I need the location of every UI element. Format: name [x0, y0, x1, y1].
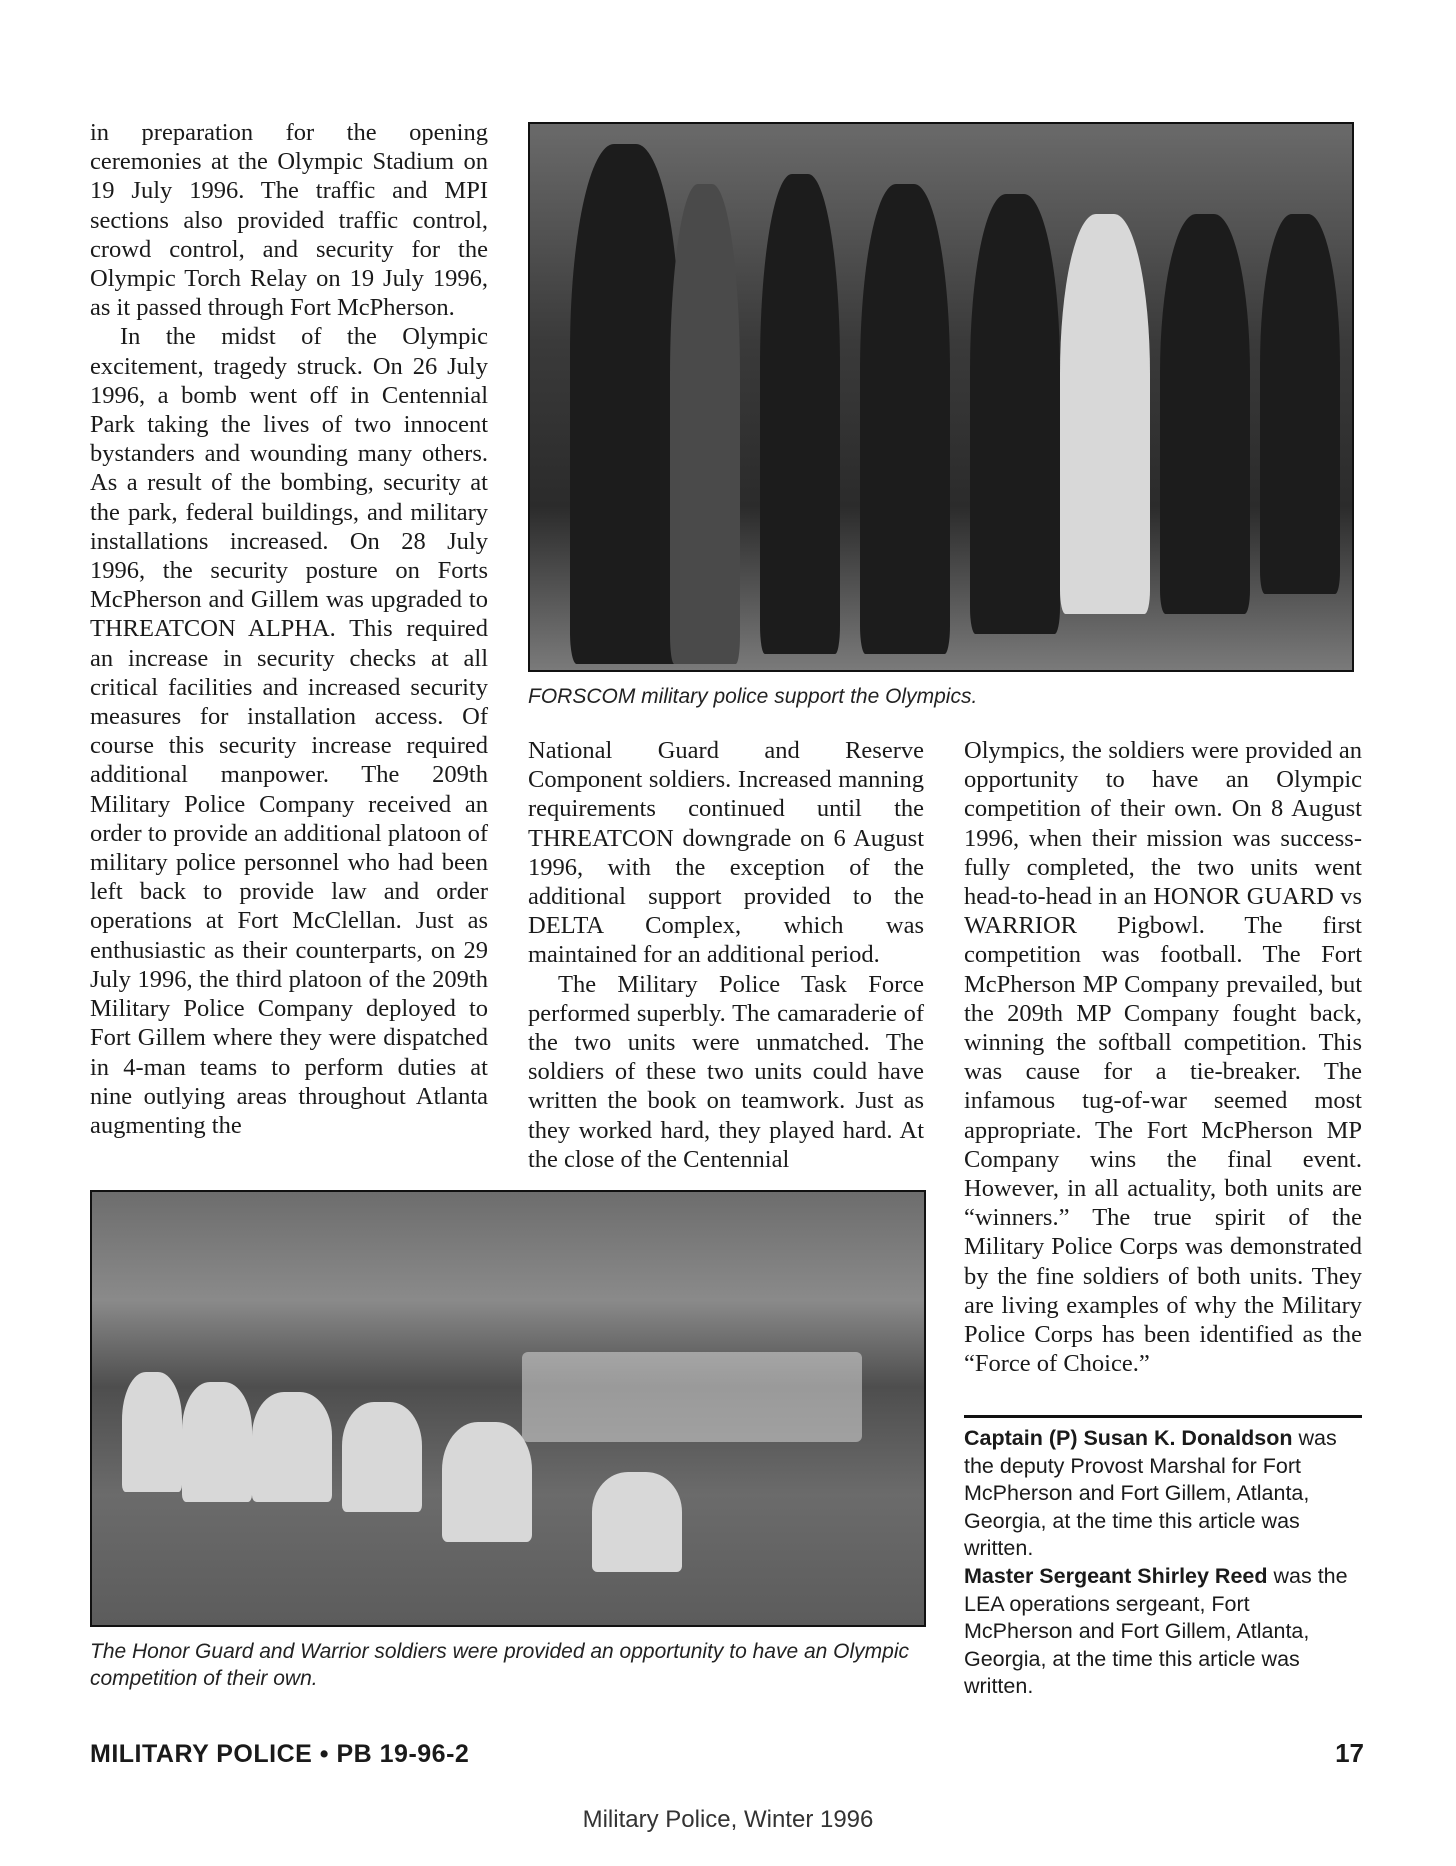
article-paragraph: The Military Police Task Force performed superbly. The camaraderie of the two units were unmatched. The soldiers of these two units could have written the book on teamwork. Just as they worked hard, they played hard. At the close of the Centennial [528, 970, 924, 1173]
author-bio-text: was the LEA operations sergeant, Fort McPherson and Fort Gillem, Atlanta, Georgia, at the time this article was written. [964, 1563, 1348, 1699]
author-bio [964, 1425, 1364, 1563]
article-paragraph: In the midst of the Olympic excitement, tragedy struck. On 26 July 1996, a bomb went off in Centennial Park taking the lives of two innocent bystanders and wounding many others. As a result of the bombing, security at the park, federal buildings, and military installations increased. On 28 July 1996, the security posture on Forts McPherson and Gillem was upgraded to THREATCON ALPHA. This required an increase in security checks at all critical facilities and increased security measures for installation access. Of course this security increase required additional manpower. The 209th Military Police Company received an order to provide an additional platoon of military police personnel who had been left back to provide law and order operations at Fort McClellan. Just as enthusiastic as their counterparts, on 29 July 1996, the third platoon of the 209th Military Police Company deployed to Fort Gillem where they were dispatched in 4-man teams to perform duties at nine outlying areas throughout Atlanta augmenting the [90, 323, 488, 1139]
article-column-middle [528, 736, 924, 1174]
author-bio [964, 1563, 1364, 1701]
photo-caption: FORSCOM military police support the Olympics. [528, 685, 978, 708]
author-name: Captain (P) Susan K. Donaldson [964, 1426, 1293, 1450]
author-bios [964, 1425, 1364, 1701]
page-number: 17 [1335, 1738, 1364, 1768]
publication-footer: MILITARY POLICE • PB 19-96-2 [90, 1740, 470, 1768]
photo-caption: The Honor Guard and Warrior soldiers were provided an opportunity to have an Olympic competition of their own. [90, 1640, 910, 1690]
color-guard-photo [528, 122, 1354, 672]
article-paragraph: Olympics, the soldiers were provided an opportunity to have an Olympic competition of their own. On 8 August 1996, when their mission was success-fully completed, the two units went head-to-head in an HONOR GUARD vs WARRIOR Pigbowl. The first competition was football. The Fort McPherson MP Company prevailed, but the 209th MP Company fought back, winning the softball competition. This was cause for a tie-breaker. The infamous tug-of-war seemed most appropriate. The Fort McPherson MP Company wins the final event. However, in all actuality, both units are “winners.” The true spirit of the Military Police Corps was demonstrated by the fine soldiers of both units. They are living examples of why the Military Police Corps has been identified as the “Force of Choice.” [964, 737, 1362, 1378]
bio-divider [964, 1415, 1362, 1418]
article-paragraph: in preparation for the opening ceremonies at the Olympic Stadium on 19 July 1996. The traffic and MPI sections also provided traffic control, crowd control, and security for the Olympic Torch Relay on 19 July 1996, as it passed through Fort McPherson. [90, 119, 488, 322]
article-column-left [90, 118, 488, 1140]
source-note: Military Police, Winter 1996 [582, 1806, 874, 1833]
tug-of-war-photo [90, 1190, 926, 1627]
author-name: Master Sergeant Shirley Reed [964, 1563, 1268, 1588]
article-column-right [964, 736, 1362, 1378]
article-paragraph: National Guard and Reserve Component soldiers. Increased manning requirements continued until the THREATCON downgrade on 6 August 1996, with the exception of the additional support provided to the DELTA Complex, which was maintained for an additional period. [528, 737, 924, 969]
author-bio-text: was the deputy Provost Marshal for Fort McPherson and Fort Gillem, Atlanta, Georgia, at the time this article was written. [964, 1426, 1337, 1561]
